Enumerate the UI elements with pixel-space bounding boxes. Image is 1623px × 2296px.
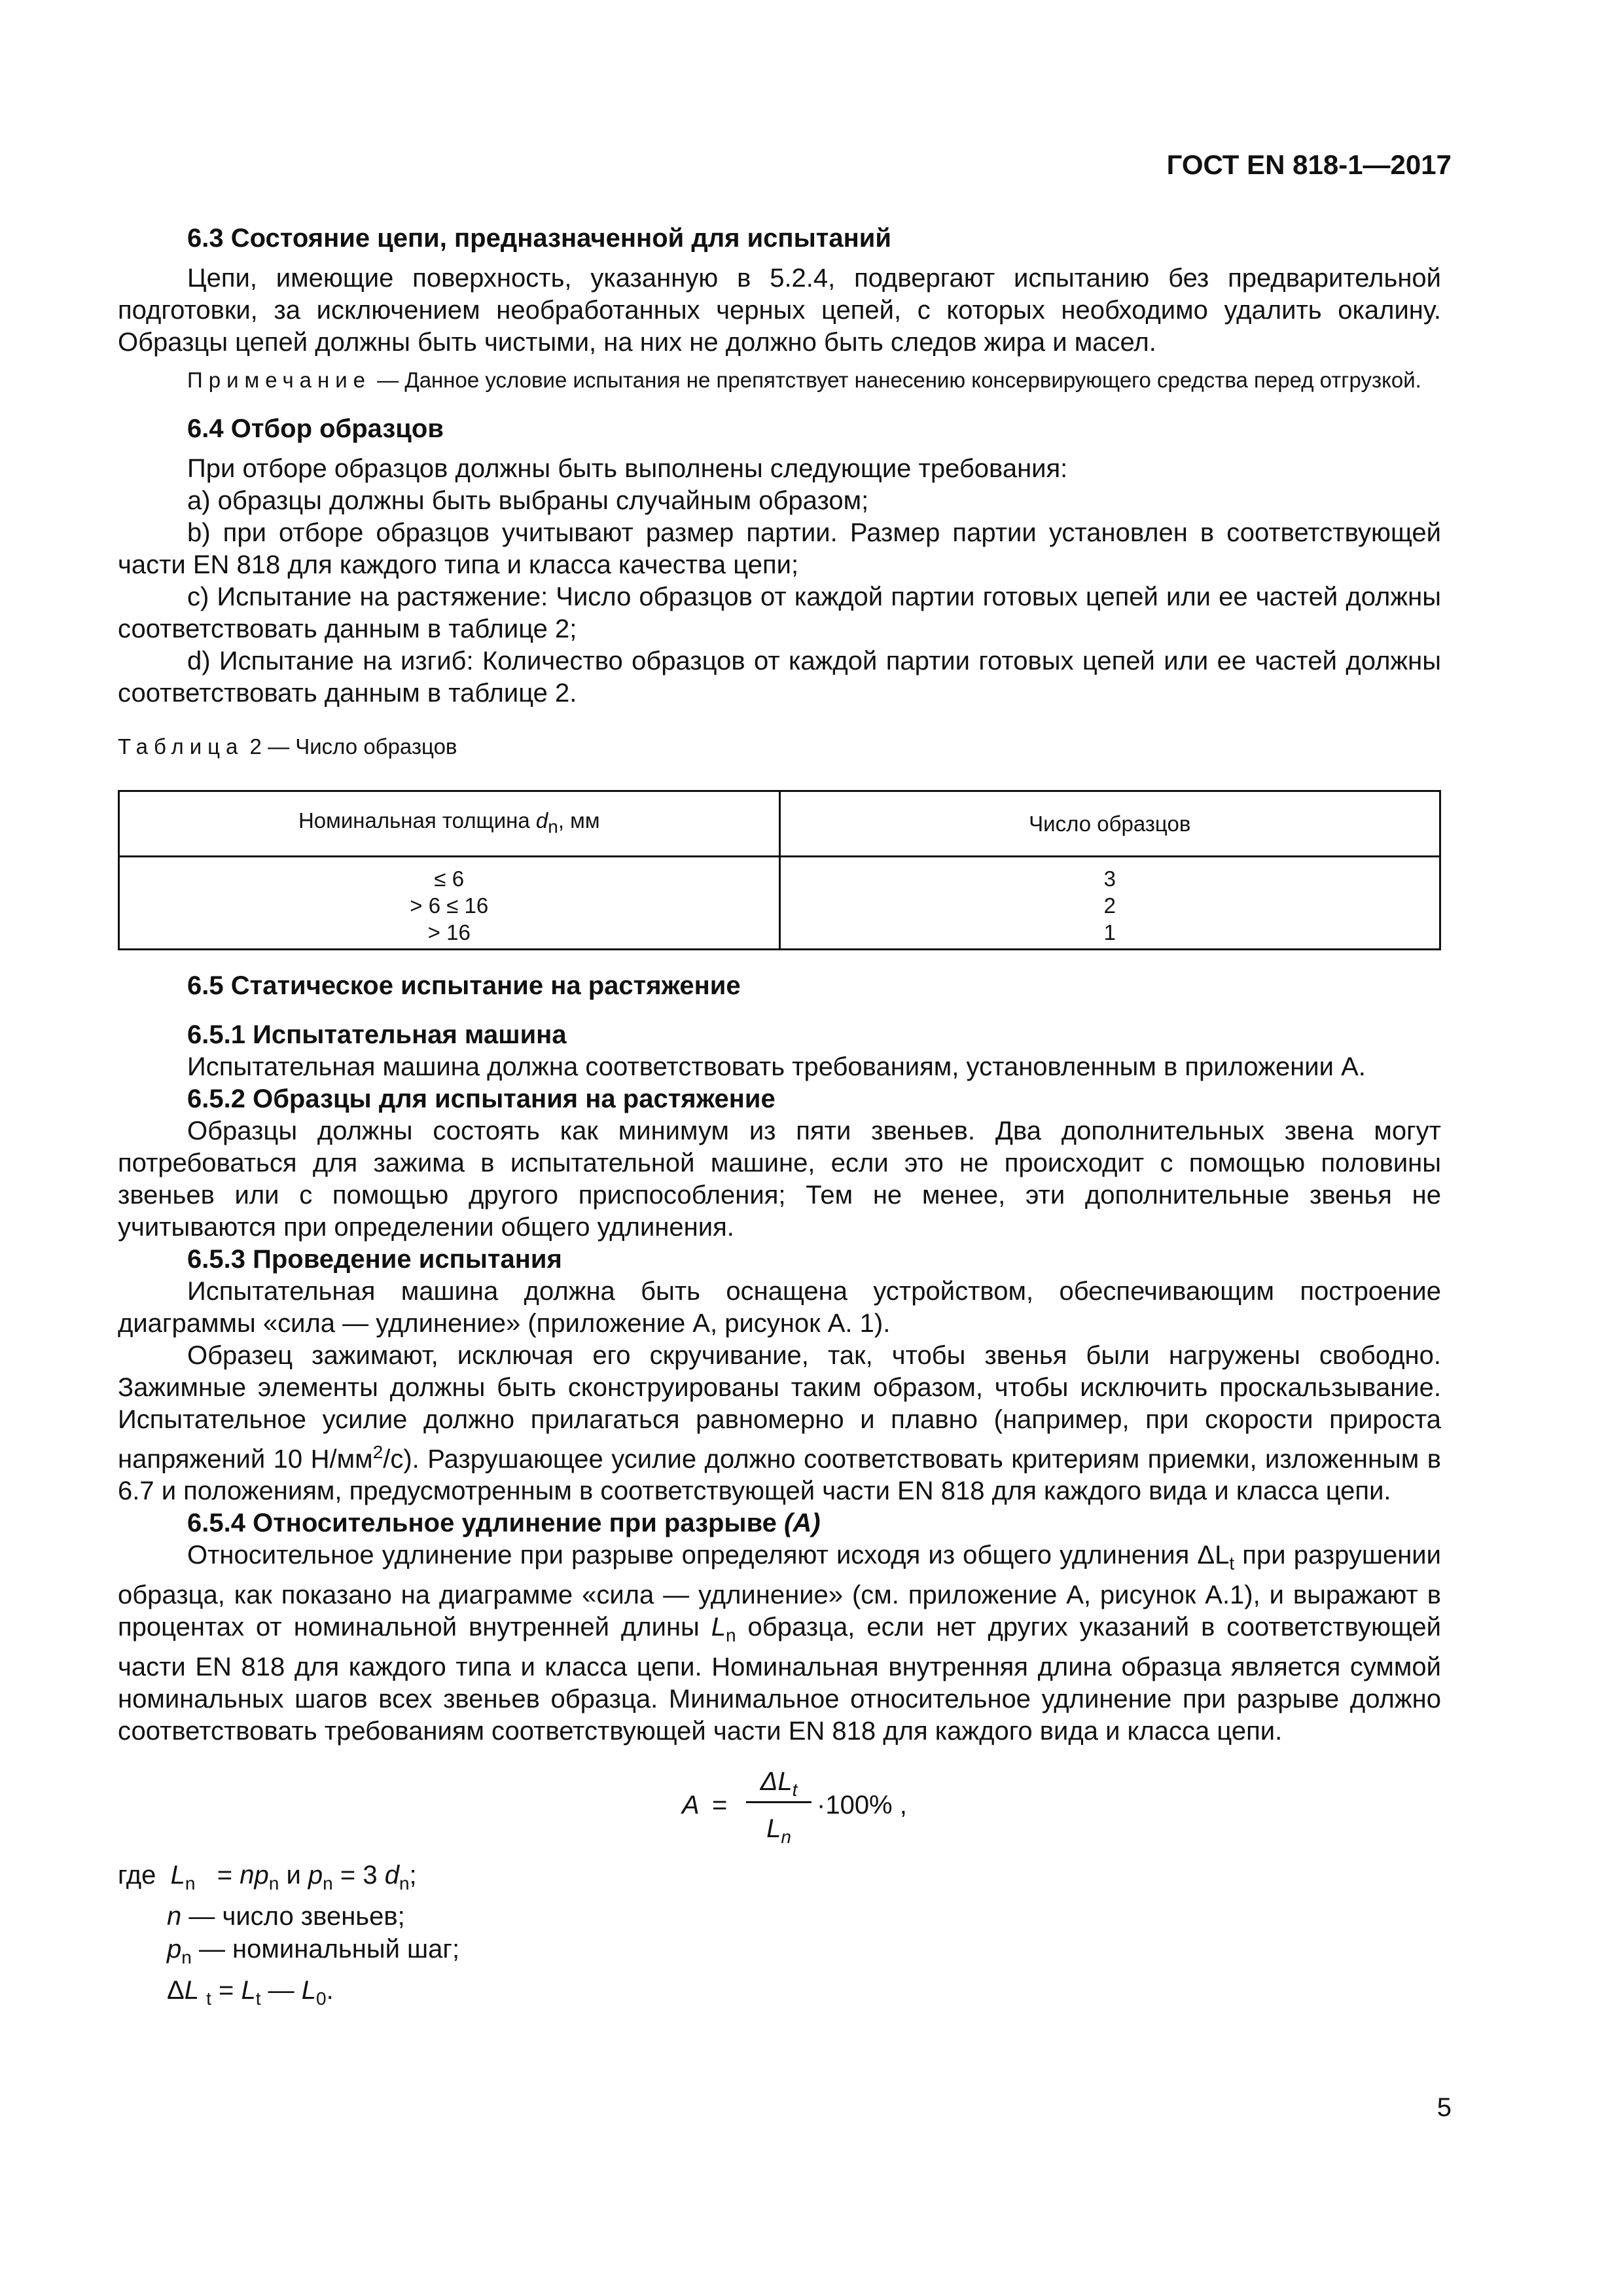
header-unit: , мм (558, 808, 600, 833)
heading-text: 6.5.4 Относительное удлинение при разрыве (187, 1509, 784, 1538)
formula-denominator: $L_n$ (766, 1814, 791, 1848)
formula-lhs: A (682, 1791, 700, 1820)
table-caption-text: 2 — Число образцов (243, 734, 457, 759)
text-part: образца, если нет других указаний в соответствующей части EN 818 для каждого типа и класса цепи. Номинальная внутренняя длина образца является суммой номинальных шагов всех звеньев образца. Минимальное относительное удлинение при разрыве должно соответствовать требованиям соответствующей части EN 818 для каждого вида и класса цепи. (118, 1613, 1442, 1746)
section-heading-6-4: 6.4 Отбор образцов (187, 414, 444, 443)
formula-equals: = (712, 1791, 728, 1820)
section-6-4-item-b: b) при отборе образцов учитывают размер партии. Размер партии установлен в соответствующей части EN 818 для каждого типа и класса качества цепи; (118, 518, 1441, 579)
table-header-thickness (119, 791, 780, 857)
text-part: /с). Разрушающее усилие должно соответствовать критериям приемки, изложенным в 6.7 и положениям, предусмотренным в соответствующей части EN 818 для каждого вида и класса цепи. (118, 1444, 1442, 1506)
table-cell-thickness: > 6 ≤ 16 (119, 892, 780, 919)
section-heading-6-5-4 (118, 1507, 1441, 1539)
superscript: 2 (372, 1442, 383, 1462)
table-cell-count: 2 (779, 892, 1440, 919)
table-row (119, 892, 1440, 919)
table-cell-thickness: > 16 (119, 919, 780, 950)
section-6-3-text: Цепи, имеющие поверхность, указанную в 5.2.4, подвергают испытанию без предварительной подготовки, за исключением необработанных черных цепей, с которых необходимо удалить окалину. Образцы цепей должны быть чистыми, на них не должно быть следов жира и масел. (118, 264, 1441, 357)
section-6-4-intro: При отборе образцов должны быть выполнены следующие требования: (187, 454, 1068, 483)
table-row (119, 919, 1440, 950)
table-cell-count: 1 (779, 919, 1440, 950)
section-heading-6-5: 6.5 Статическое испытание на растяжение (187, 971, 741, 1000)
section-6-3-note (118, 367, 1441, 393)
table-header-count: Число образцов (779, 791, 1440, 857)
legend-line-ln: где $L_n = np_n$ и $p_n = 3$ $d_n$; (118, 1861, 417, 1894)
page-content (118, 223, 1441, 2015)
legend-line-pn: $p_n$ — номинальный шаг; (167, 1935, 460, 1968)
section-6-5-3-text-2 (118, 1340, 1441, 1507)
legend-prefix: где (118, 1861, 156, 1890)
header-sub: n (548, 816, 558, 837)
section-6-4-item-a: а) образцы должны быть выбраны случайным образом; (187, 486, 869, 515)
standard-id: ГОСТ EN 818-1—2017 (1166, 149, 1452, 180)
section-heading-6-5-3: 6.5.3 Проведение испытания (187, 1245, 562, 1274)
note-label: Примечание (187, 368, 372, 392)
section-6-4-item-c: c) Испытание на растяжение: Число образцов от каждой партии готовых цепей или ее частей должны соответствовать данным в таблице 2; (118, 583, 1441, 643)
formula-numerator: $\Delta L_t$ (760, 1767, 798, 1801)
section-6-5-2-text: Образцы должны состоять как минимум из пяти звеньев. Два дополнительных звена могут потребоваться для зажима в испытательной машине, если это не происходит с помощью половины звеньев или с помощью другого приспособления; Тем не менее, эти дополнительные звенья не учитываются при определении общего удлинения. (118, 1117, 1441, 1242)
section-6-5-3-text-1: Испытательная машина должна быть оснащена устройством, обеспечивающим построение диаграммы «сила — удлинение» (приложение А, рисунок А. 1). (118, 1277, 1441, 1338)
header-var: d (535, 808, 548, 833)
text-part: Относительное удлинение при разрыве определяют исходя из общего удлинения (187, 1541, 1198, 1570)
legend-line-n: n — число звеньев; (167, 1902, 405, 1931)
table-2 (118, 790, 1441, 950)
table-cell-count: 3 (779, 857, 1440, 893)
formula-fraction-bar (746, 1801, 812, 1803)
header-text: Номинальная толщина (298, 808, 536, 833)
text-part: Образец зажимают, исключая его скручивание, так, чтобы звенья были нагружены свободно. Зажимные элементы должны быть сконструированы таким образом, чтобы исключить проскальзывание. Испытательное усилие должно прилагаться равномерно и плавно (например, при скорости прироста напряжений 10 Н/мм (118, 1341, 1441, 1474)
legend-line-dl: ΔL $_t = L_t$ — $L_0$. (167, 1976, 334, 2009)
section-heading-6-5-2: 6.5.2 Образцы для испытания на растяжение (187, 1085, 776, 1113)
legend-text: — число звеньев; (181, 1902, 405, 1931)
note-text: — Данное условие испытания не препятствует нанесению консервирующего средства перед отгрузкой. (371, 368, 1421, 392)
page-number: 5 (1436, 2093, 1452, 2122)
table-caption-label: Таблица (118, 734, 244, 759)
section-6-5-1-text: Испытательная машина должна соответствовать требованиям, установленным в приложении А. (187, 1052, 1366, 1081)
table-row (119, 857, 1440, 893)
table-cell-thickness: ≤ 6 (119, 857, 780, 893)
legend-text: — номинальный шаг; (191, 1935, 460, 1964)
section-heading-6-3: 6.3 Состояние цепи, предназначенной для испытаний (187, 224, 891, 253)
formula-rest: ·100% , (817, 1791, 907, 1820)
heading-var: (А) (784, 1509, 821, 1538)
table-header-row (119, 791, 1440, 857)
table-2-caption (118, 733, 1441, 760)
section-6-5-4-text: Относительное удлинение при разрыве определяют исходя из общего удлинения $\Delta L_t$ при разрушении образца, как показано на диаграмме «сила — удлинение» (см. приложение А, рисунок А.1), и выражают в процентах от номинальной внутренней длины $L_n$ образца, если нет других указаний в соответствующей части EN 818 для каждого типа и класса цепи. Номинальная внутренняя длина образца является суммой номинальных шагов всех звеньев образца. Минимальное относительное удлинение при разрыве должно соответствовать требованиям соответствующей части EN 818 для каждого вида и класса цепи. (118, 1541, 1442, 1746)
formula-legend (118, 1859, 1441, 2015)
elongation-formula (118, 1761, 1441, 1852)
text-part: при разрушении образца, как показано на диаграмме «сила — удлинение» (см. приложение А, рисунок А.1), и выражают в процентах от номинальной внутренней длины (118, 1541, 1441, 1642)
section-6-4-item-d: d) Испытание на изгиб: Количество образцов от каждой партии готовых цепей или ее частей должны соответствовать данным в таблице 2. (118, 647, 1441, 708)
section-heading-6-5-1: 6.5.1 Испытательная машина (187, 1020, 567, 1049)
